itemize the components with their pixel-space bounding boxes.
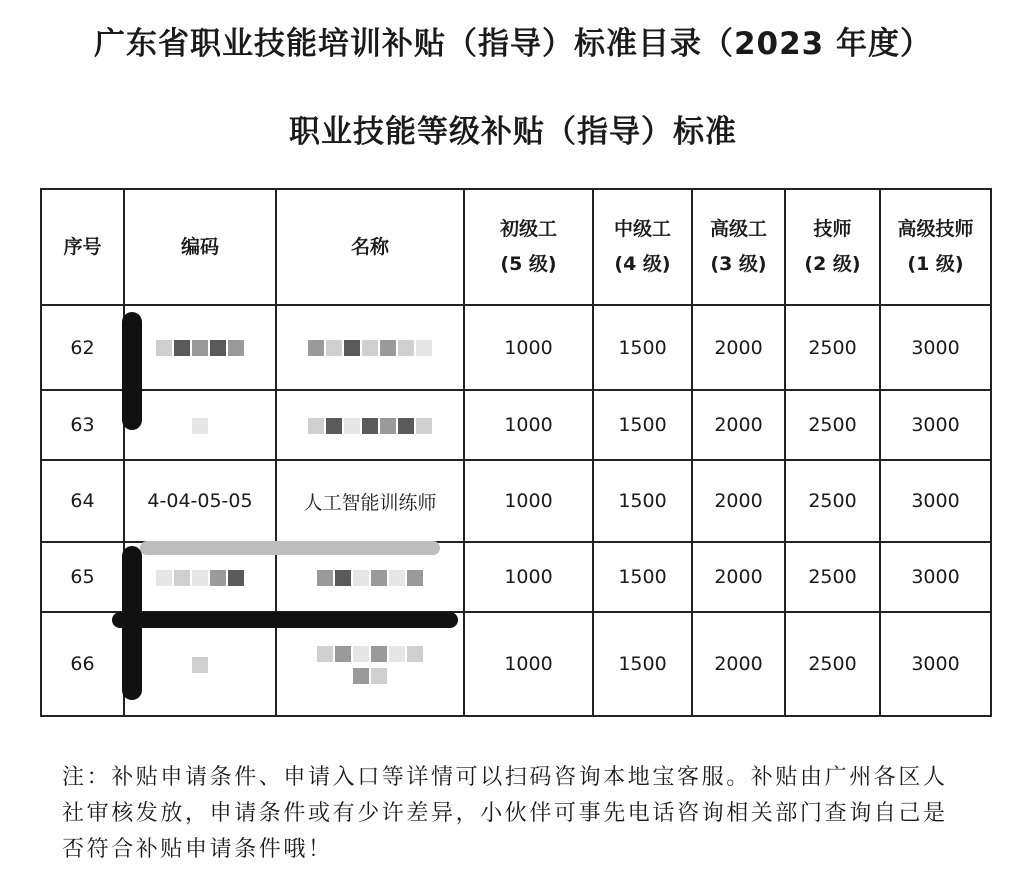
cell-l3: 2000 <box>692 390 785 460</box>
cell-l4: 1500 <box>593 390 692 460</box>
cell-l2: 2500 <box>785 460 880 542</box>
table-header-row <box>41 189 991 305</box>
redacted-name-cell <box>276 305 464 390</box>
cell-l2: 2500 <box>785 612 880 716</box>
cell-l5: 1000 <box>464 460 593 542</box>
cell-l4: 1500 <box>593 612 692 716</box>
cell-no: 63 <box>41 390 124 460</box>
cell-no: 64 <box>41 460 124 542</box>
cell-l1: 3000 <box>880 542 991 612</box>
table-row <box>41 460 991 542</box>
cell-no: 65 <box>41 542 124 612</box>
redaction-mark <box>122 312 142 430</box>
page-subtitle: 职业技能等级补贴（指导）标准 <box>289 114 737 150</box>
cell-l1: 3000 <box>880 390 991 460</box>
header-no: 序号 <box>41 189 124 305</box>
page-title: 广东省职业技能培训补贴（指导）标准目录（2023 年度） <box>93 26 933 62</box>
table-row <box>41 390 991 460</box>
cell-l3: 2000 <box>692 305 785 390</box>
cell-no: 62 <box>41 305 124 390</box>
subsidy-table <box>40 188 992 717</box>
redaction-mark <box>112 612 458 628</box>
header-name: 名称 <box>276 189 464 305</box>
header-code: 编码 <box>124 189 276 305</box>
table-row <box>41 305 991 390</box>
header-level4: 中级工 (4 级) <box>593 189 692 305</box>
cell-l4: 1500 <box>593 305 692 390</box>
header-level5: 初级工 (5 级) <box>464 189 593 305</box>
cell-l3: 2000 <box>692 542 785 612</box>
header-level3: 高级工 (3 级) <box>692 189 785 305</box>
redacted-name-cell <box>276 390 464 460</box>
cell-l3: 2000 <box>692 460 785 542</box>
cell-l1: 3000 <box>880 460 991 542</box>
cell-l2: 2500 <box>785 305 880 390</box>
cell-l5: 1000 <box>464 612 593 716</box>
cell-no: 66 <box>41 612 124 716</box>
cell-l2: 2500 <box>785 542 880 612</box>
header-level1: 高级技师 (1 级) <box>880 189 991 305</box>
cell-l4: 1500 <box>593 542 692 612</box>
cell-l4: 1500 <box>593 460 692 542</box>
cell-l1: 3000 <box>880 305 991 390</box>
header-level2: 技师 (2 级) <box>785 189 880 305</box>
redacted-code-cell <box>124 305 276 390</box>
cell-l1: 3000 <box>880 612 991 716</box>
cell-l2: 2500 <box>785 390 880 460</box>
cell-l5: 1000 <box>464 542 593 612</box>
cell-name: 人工智能训练师 <box>276 460 464 542</box>
footnote: 注：补贴申请条件、申请入口等详情可以扫码咨询本地宝客服。补贴由广州各区人社审核发放，申请条件或有少许差异，小伙伴可事先电话咨询相关部门查询自己是否符合补贴申请条件哦！ <box>62 765 948 862</box>
redaction-mark <box>140 541 440 555</box>
redacted-code-cell <box>124 390 276 460</box>
cell-code: 4-04-05-05 <box>124 460 276 542</box>
cell-l5: 1000 <box>464 305 593 390</box>
cell-l3: 2000 <box>692 612 785 716</box>
cell-l5: 1000 <box>464 390 593 460</box>
